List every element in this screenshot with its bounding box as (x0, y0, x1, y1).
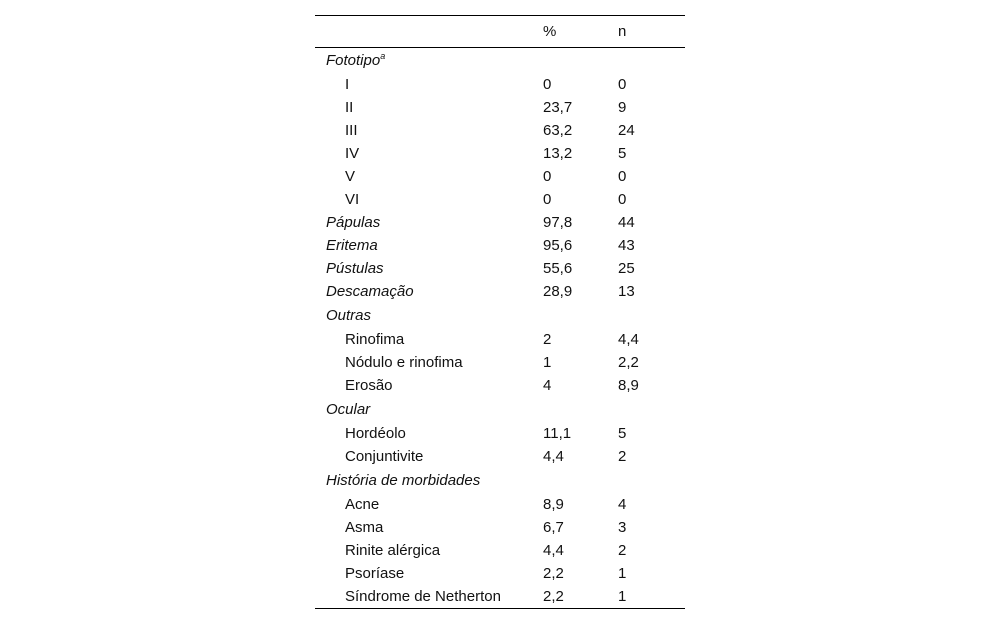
row-label: Pústulas (326, 260, 384, 277)
row-label-cell (315, 516, 543, 539)
table-row (315, 445, 685, 468)
row-percent: 95,6 (543, 237, 573, 254)
row-count: 9 (618, 99, 627, 116)
row-label: Outras (326, 307, 372, 324)
table-row (315, 422, 685, 445)
row-label: IV (345, 145, 360, 162)
row-percent (543, 303, 618, 328)
row-label-cell (315, 96, 543, 119)
row-count (618, 397, 685, 422)
row-label: Erosão (345, 377, 393, 394)
header-label (315, 16, 543, 48)
row-label-cell (315, 493, 543, 516)
row-label: Descamação (326, 283, 414, 300)
row-label-cell (315, 539, 543, 562)
row-label: Fototipo (326, 52, 381, 69)
row-label-cell (315, 119, 543, 142)
row-percent: 28,9 (543, 283, 573, 300)
row-count: 1 (618, 585, 685, 609)
row-percent: 63,2 (543, 122, 573, 139)
row-percent: 1 (543, 354, 552, 371)
row-percent: 0 (543, 76, 552, 93)
table-row (315, 585, 685, 609)
row-percent: 0 (543, 168, 552, 185)
row-count: 8,9 (618, 377, 639, 394)
row-count: 5 (618, 145, 627, 162)
row-count: 5 (618, 425, 627, 442)
table-row (315, 328, 685, 351)
row-label: Rinite alérgica (345, 542, 441, 559)
footnote-marker: a (380, 51, 386, 61)
row-label-cell (315, 211, 543, 234)
row-label-cell (315, 562, 543, 585)
row-count: 3 (618, 519, 627, 536)
table-row (315, 142, 685, 165)
row-percent (543, 397, 618, 422)
row-label-cell (315, 234, 543, 257)
table-row (315, 539, 685, 562)
data-table-container (315, 15, 685, 609)
row-count: 4 (618, 496, 627, 513)
row-label-cell (315, 397, 543, 422)
row-label: Conjuntivite (345, 448, 424, 465)
row-percent (543, 468, 618, 493)
table-row (315, 188, 685, 211)
table-header-row (315, 16, 685, 48)
row-count: 0 (618, 76, 627, 93)
row-percent: 4 (543, 377, 552, 394)
table-row (315, 374, 685, 397)
row-label: Nódulo e rinofima (345, 354, 463, 371)
row-count: 13 (618, 283, 635, 300)
row-label: Eritema (326, 237, 378, 254)
table-row (315, 468, 685, 493)
row-count: 2 (618, 448, 627, 465)
row-percent: 55,6 (543, 260, 573, 277)
row-count: 0 (618, 168, 627, 185)
table-row (315, 96, 685, 119)
row-percent: 0 (543, 191, 552, 208)
table-row (315, 73, 685, 96)
row-label-cell (315, 374, 543, 397)
table-row (315, 516, 685, 539)
row-percent: 97,8 (543, 214, 573, 231)
row-label: Asma (345, 519, 384, 536)
row-count: 25 (618, 260, 635, 277)
row-count (618, 468, 685, 493)
row-count: 1 (618, 565, 627, 582)
row-label: Síndrome de Netherton (345, 588, 501, 605)
row-label-cell (315, 257, 543, 280)
row-count: 4,4 (618, 331, 639, 348)
table-row (315, 493, 685, 516)
header-percent: % (543, 16, 618, 48)
row-percent: 2 (543, 331, 552, 348)
row-percent (543, 48, 618, 74)
row-label: II (345, 99, 354, 116)
row-label-cell (315, 468, 543, 493)
row-label-cell (315, 142, 543, 165)
row-label: Rinofima (345, 331, 405, 348)
row-label: Acne (345, 496, 380, 513)
row-count (618, 48, 685, 74)
row-percent: 2,2 (543, 585, 618, 609)
row-percent: 13,2 (543, 145, 573, 162)
row-percent: 2,2 (543, 565, 564, 582)
row-percent: 8,9 (543, 496, 564, 513)
row-label-cell (315, 48, 543, 74)
table-row (315, 211, 685, 234)
table-row (315, 562, 685, 585)
row-label-cell (315, 328, 543, 351)
row-label: V (345, 168, 356, 185)
row-count: 0 (618, 191, 627, 208)
row-count: 24 (618, 122, 635, 139)
row-percent: 4,4 (543, 448, 564, 465)
row-label-cell (315, 303, 543, 328)
row-count: 44 (618, 214, 635, 231)
row-label: Hordéolo (345, 425, 406, 442)
row-label: Ocular (326, 401, 371, 418)
row-label-cell (315, 422, 543, 445)
row-label-cell (315, 351, 543, 374)
row-percent: 4,4 (543, 542, 564, 559)
table-row (315, 351, 685, 374)
row-label-cell (315, 188, 543, 211)
row-label: VI (345, 191, 360, 208)
row-label-cell (315, 165, 543, 188)
row-label-cell (315, 445, 543, 468)
table-row (315, 257, 685, 280)
row-percent: 6,7 (543, 519, 564, 536)
table-row (315, 234, 685, 257)
row-label-cell (315, 280, 543, 303)
row-label-cell (315, 73, 543, 96)
clinical-data-table (315, 15, 685, 609)
table-row (315, 303, 685, 328)
table-row (315, 119, 685, 142)
row-label: I (345, 76, 350, 93)
table-row (315, 280, 685, 303)
row-label: III (345, 122, 358, 139)
row-label: História de morbidades (326, 472, 481, 489)
row-count: 2,2 (618, 354, 639, 371)
table-body (315, 48, 685, 609)
row-label-cell (315, 585, 543, 609)
row-count: 43 (618, 237, 635, 254)
table-row (315, 397, 685, 422)
table-row (315, 165, 685, 188)
header-count: n (618, 16, 685, 48)
row-percent: 23,7 (543, 99, 573, 116)
row-count (618, 303, 685, 328)
table-row (315, 48, 685, 74)
row-label: Psoríase (345, 565, 405, 582)
row-count: 2 (618, 542, 627, 559)
row-label: Pápulas (326, 214, 381, 231)
row-percent: 11,1 (543, 425, 572, 442)
